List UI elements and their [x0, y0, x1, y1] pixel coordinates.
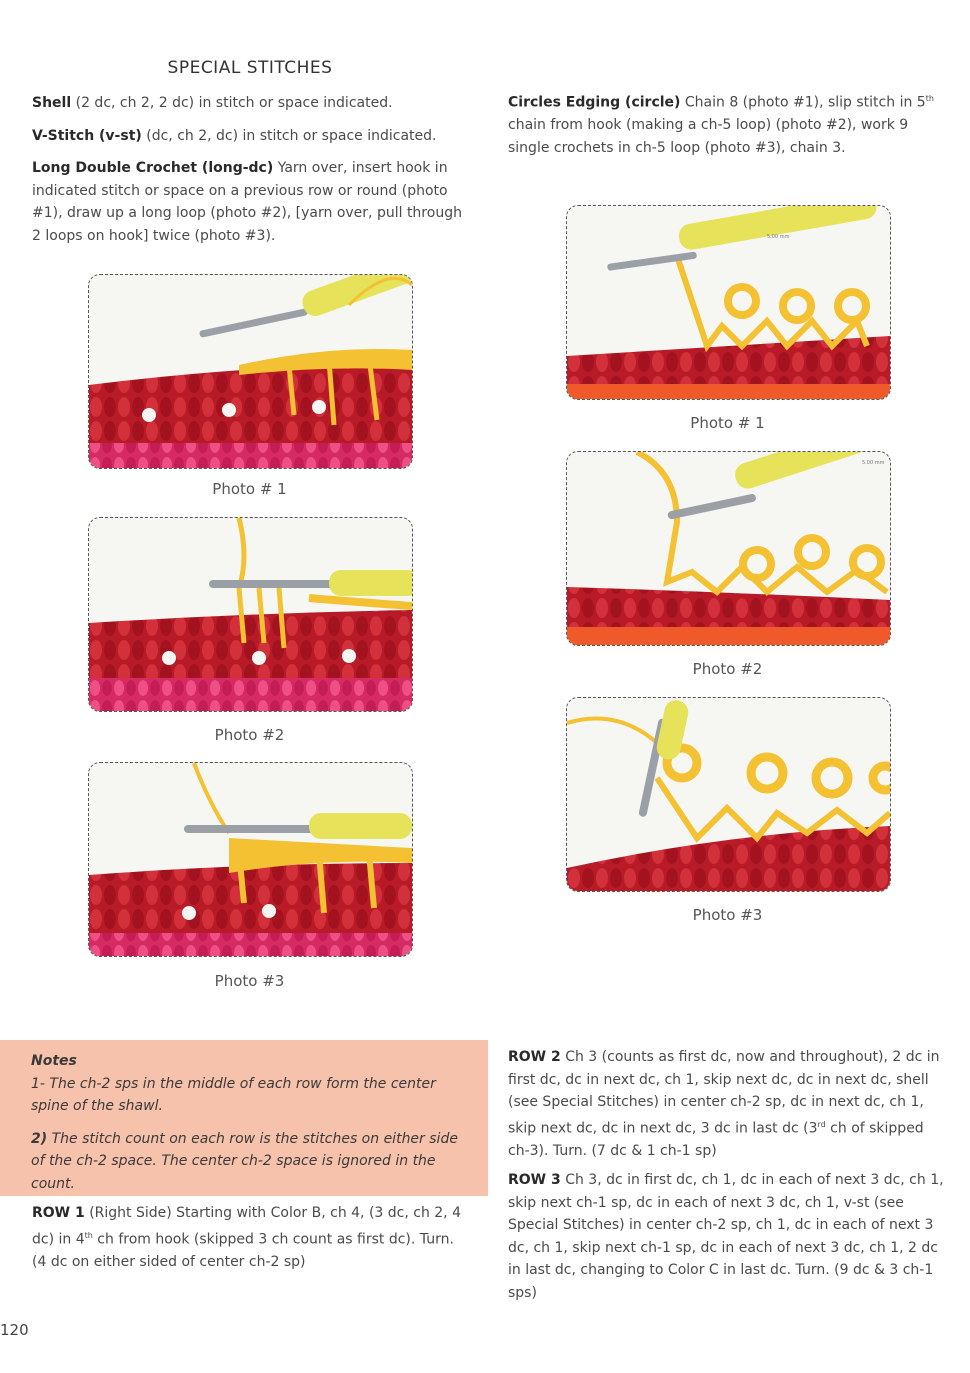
vstitch-definition — [32, 125, 472, 148]
row-3-instructions — [508, 1169, 948, 1304]
special-stitches-list — [32, 92, 472, 247]
row-3-text: Ch 3, dc in first dc, ch 1, dc in each of next 3 dc, ch 1, skip next ch-1 sp, dc in each of next 3 dc, ch 1, v-st (see Special Stitches) in center ch-2 sp, ch 1, dc in each of next 3 dc, ch 1, skip next ch-1 sp, dc in each of next 3 dc, ch 1, 2 dc in last dc, changing to Color C in last dc. Turn. (9 dc & 3 ch-1 sps) — [508, 1172, 944, 1301]
row-1-label: ROW 1 — [32, 1205, 85, 1221]
notes-title: Notes — [31, 1053, 77, 1069]
row-1-instructions — [32, 1202, 472, 1273]
longdc-text: Yarn over, insert hook in indicated stitch or space on a previous row or round (photo #1), draw up a long loop (photo #2), [yarn over, pull through 2 loops on hook] twice (photo #3). — [32, 160, 462, 244]
circle-edging-photo-1 — [566, 205, 891, 400]
notes-box — [0, 1040, 488, 1196]
hook-size-label-1: 5.00 mm — [767, 234, 790, 240]
row-1-text-b: ch from hook (skipped 3 ch count as first dc). Turn. (4 dc on either sided of center ch-2 sp) — [32, 1231, 454, 1270]
shell-term: Shell — [32, 95, 72, 111]
vstitch-text: (dc, ch 2, dc) in stitch or space indicated. — [141, 127, 437, 144]
row-2-text-b: ch of skipped ch-3). Turn. (7 dc & 1 ch-1 sp) — [508, 1120, 924, 1159]
row-1-sup: th — [84, 1230, 93, 1240]
longdc-term: Long Double Crochet (long-dc) — [32, 160, 274, 176]
notes-item-1: 1- The ch-2 sps in the middle of each row form the center spine of the shawl. — [31, 1075, 436, 1114]
right-caption-1: Photo # 1 — [690, 414, 765, 432]
circle-text-b: chain from hook (making a ch-5 loop) (photo #2), work 9 single crochets in ch-5 loop (photo #3), chain 3. — [508, 117, 909, 156]
hook-size-label-2: 5.00 mm — [862, 460, 885, 466]
left-caption-3: Photo #3 — [214, 972, 285, 990]
row-2-label: ROW 2 — [508, 1049, 561, 1065]
longdc-definition — [32, 157, 472, 247]
left-caption-2: Photo #2 — [214, 726, 285, 744]
circle-edging-definition — [508, 88, 948, 159]
notes-item-2-number: 2) — [31, 1130, 48, 1147]
long-dc-photo-1 — [88, 274, 413, 469]
circle-edging-photo-2 — [566, 451, 891, 646]
left-caption-1: Photo # 1 — [212, 480, 287, 498]
section-heading: SPECIAL STITCHES — [167, 58, 333, 78]
circle-text-a: Chain 8 (photo #1), slip stitch in 5 — [680, 94, 926, 111]
row-1-text-a: (Right Side) Starting with Color B, ch 4, (3 dc, ch 2, 4 dc) in 4 — [32, 1205, 461, 1248]
shell-text: (2 dc, ch 2, 2 dc) in stitch or space indicated. — [71, 95, 393, 111]
circle-sup: th — [925, 94, 934, 103]
notes-item-2-text: The stitch count on each row is the stitches on either side of the ch-2 space. The center ch-2 space is ignored in the count. — [31, 1130, 458, 1192]
row-3-label: ROW 3 — [508, 1172, 561, 1188]
vstitch-term: V-Stitch (v-st) — [32, 127, 142, 144]
circle-term: Circles Edging (circle) — [508, 94, 681, 111]
row-2-text-a: Ch 3 (counts as first dc, now and throughout), 2 dc in first dc, dc in next dc, ch 1, skip next dc, dc in next dc, shell (see Special Stitches) in center ch-2 sp, dc in next dc, ch 1, skip next dc, dc in next dc, 3 dc in last dc (3 — [508, 1049, 940, 1137]
circle-edging-photo-3 — [566, 697, 891, 892]
shell-definition — [32, 92, 472, 115]
row-2-sup: rd — [817, 1119, 826, 1129]
long-dc-photo-3 — [88, 762, 413, 957]
notes-item-2 — [31, 1128, 469, 1196]
right-caption-3: Photo #3 — [692, 906, 763, 924]
long-dc-photo-2 — [88, 517, 413, 712]
page-number: 120 — [0, 1321, 29, 1339]
right-caption-2: Photo #2 — [692, 660, 763, 678]
row-2-instructions — [508, 1046, 948, 1162]
